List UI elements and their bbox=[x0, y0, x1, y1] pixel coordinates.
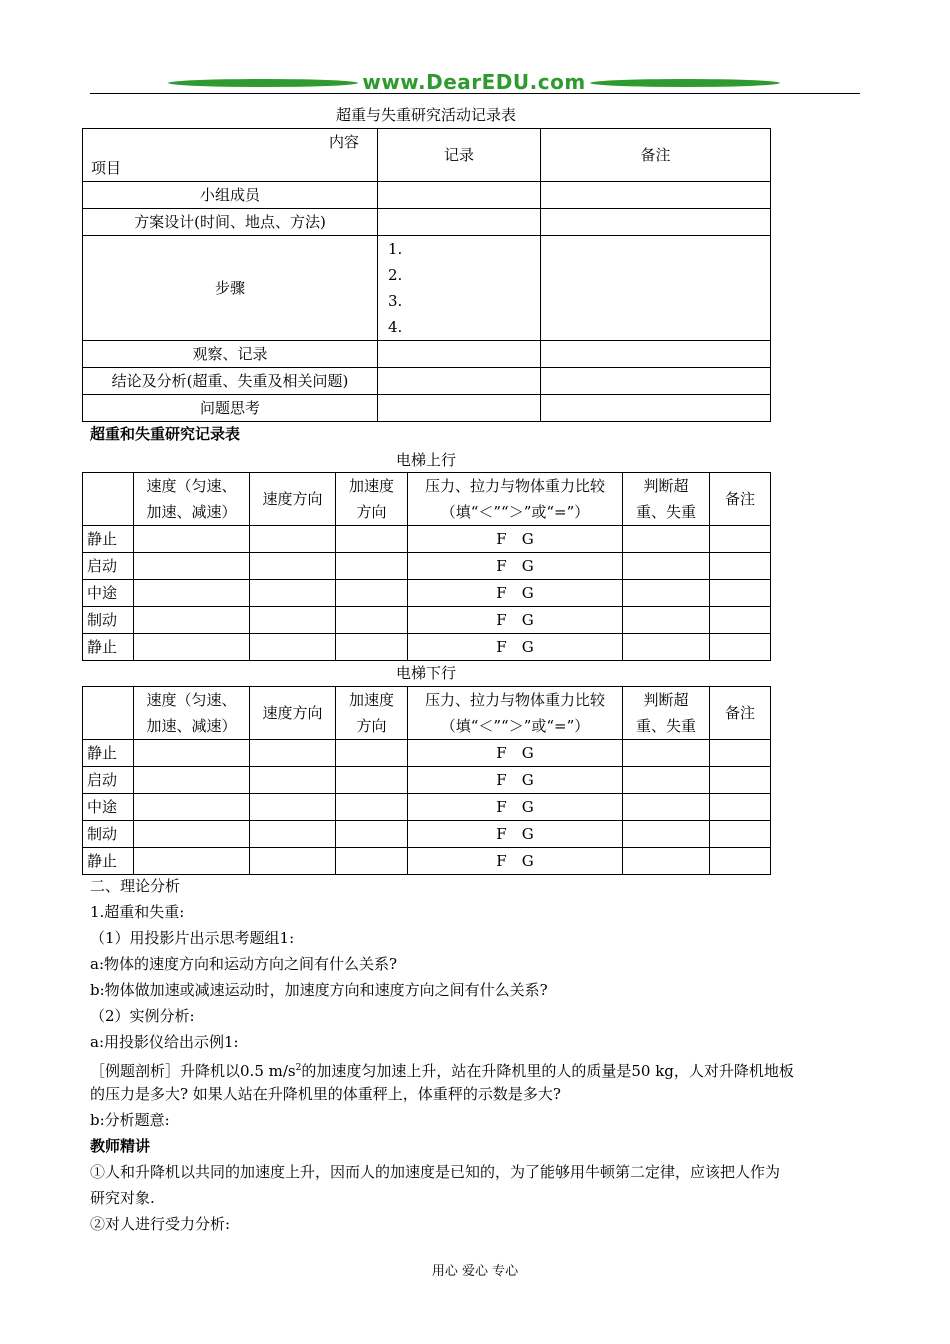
speed-type-header: 速度（匀速、 加速、减速） bbox=[134, 687, 250, 740]
logo-text: www.DearEDU.com bbox=[362, 70, 586, 94]
record-cell[interactable] bbox=[378, 341, 541, 368]
page-footer: 用心 爱心 专心 bbox=[431, 1264, 519, 1279]
para-example-intro: a:用投影仪给出示例1: bbox=[90, 1033, 239, 1051]
elevator-down-title: 电梯下行 bbox=[395, 664, 456, 682]
para-point-1: ①人和升降机以共同的加速度上升，因而人的加速度是已知的，为了能够用牛顿第二定律，应该把人作为 bbox=[90, 1163, 781, 1181]
step-item: 2. bbox=[388, 266, 403, 284]
section2-title: 超重和失重研究记录表 bbox=[90, 425, 241, 443]
step-item: 4. bbox=[388, 318, 403, 336]
input-cell[interactable] bbox=[134, 848, 250, 875]
input-cell[interactable] bbox=[250, 526, 336, 553]
input-cell[interactable] bbox=[710, 794, 771, 821]
col-record-header: 记录 bbox=[378, 129, 541, 182]
header-rule bbox=[90, 93, 860, 94]
force-compare-header: 压力、拉力与物体重力比较 （填“＜”“＞”或“=”） bbox=[408, 687, 623, 740]
input-cell[interactable] bbox=[623, 821, 710, 848]
note-cell[interactable] bbox=[541, 236, 771, 341]
header-content-label: 内容 bbox=[328, 133, 359, 151]
input-cell[interactable] bbox=[710, 740, 771, 767]
table1-title: 超重与失重研究活动记录表 bbox=[335, 106, 516, 124]
note-header: 备注 bbox=[710, 473, 771, 526]
para-example-analysis: （2）实例分析: bbox=[90, 1007, 195, 1025]
state-label: 静止 bbox=[83, 848, 134, 875]
steps-cell[interactable] bbox=[378, 236, 541, 341]
input-cell[interactable] bbox=[134, 553, 250, 580]
fg-cell[interactable]: F G bbox=[408, 553, 623, 580]
input-cell[interactable] bbox=[623, 848, 710, 875]
input-cell[interactable] bbox=[250, 794, 336, 821]
input-cell[interactable] bbox=[250, 767, 336, 794]
input-cell[interactable] bbox=[134, 794, 250, 821]
input-cell[interactable] bbox=[336, 553, 408, 580]
elevator-up-title: 电梯上行 bbox=[395, 451, 456, 469]
input-cell[interactable] bbox=[336, 740, 408, 767]
input-cell[interactable] bbox=[250, 607, 336, 634]
input-cell[interactable] bbox=[336, 794, 408, 821]
para-point-2: ②对人进行受力分析: bbox=[90, 1215, 231, 1233]
input-cell[interactable] bbox=[623, 767, 710, 794]
acc-dir-header: 加速度 方向 bbox=[336, 687, 408, 740]
corner-cell bbox=[83, 687, 134, 740]
speed-type-header: 速度（匀速、 加速、减速） bbox=[134, 473, 250, 526]
input-cell[interactable] bbox=[134, 821, 250, 848]
fg-cell[interactable]: F G bbox=[408, 580, 623, 607]
state-label: 制动 bbox=[83, 607, 134, 634]
note-cell[interactable] bbox=[541, 182, 771, 209]
input-cell[interactable] bbox=[710, 821, 771, 848]
state-label: 中途 bbox=[83, 794, 134, 821]
state-label: 中途 bbox=[83, 580, 134, 607]
speed-dir-header: 速度方向 bbox=[250, 687, 336, 740]
fg-cell[interactable]: F G bbox=[408, 821, 623, 848]
judge-header: 判断超 重、失重 bbox=[623, 687, 710, 740]
input-cell[interactable] bbox=[336, 526, 408, 553]
judge-header: 判断超 重、失重 bbox=[623, 473, 710, 526]
fg-cell[interactable]: F G bbox=[408, 526, 623, 553]
input-cell[interactable] bbox=[336, 580, 408, 607]
state-label: 静止 bbox=[83, 526, 134, 553]
row-label: 方案设计(时间、地点、方法) bbox=[83, 209, 378, 236]
input-cell[interactable] bbox=[710, 767, 771, 794]
fg-cell[interactable]: F G bbox=[408, 794, 623, 821]
state-label: 制动 bbox=[83, 821, 134, 848]
row-label: 问题思考 bbox=[83, 395, 378, 422]
input-cell[interactable] bbox=[623, 580, 710, 607]
input-cell[interactable] bbox=[250, 553, 336, 580]
input-cell[interactable] bbox=[134, 634, 250, 661]
row-label: 观察、记录 bbox=[83, 341, 378, 368]
input-cell[interactable] bbox=[250, 848, 336, 875]
input-cell[interactable] bbox=[623, 634, 710, 661]
diagonal-header-cell bbox=[83, 129, 378, 182]
para-overweight: 1.超重和失重: bbox=[90, 903, 185, 921]
elevator-down-table bbox=[82, 686, 771, 875]
note-cell[interactable] bbox=[541, 209, 771, 236]
record-cell[interactable] bbox=[378, 395, 541, 422]
fg-cell[interactable]: F G bbox=[408, 740, 623, 767]
note-cell[interactable] bbox=[541, 395, 771, 422]
state-label: 静止 bbox=[83, 634, 134, 661]
input-cell[interactable] bbox=[134, 607, 250, 634]
record-cell[interactable] bbox=[378, 182, 541, 209]
para-question-b: b:物体做加速或减速运动时，加速度方向和速度方向之间有什么关系? bbox=[90, 981, 548, 999]
input-cell[interactable] bbox=[134, 767, 250, 794]
row-label: 结论及分析(超重、失重及相关问题) bbox=[83, 368, 378, 395]
state-label: 启动 bbox=[83, 553, 134, 580]
row-label: 小组成员 bbox=[83, 182, 378, 209]
input-cell[interactable] bbox=[710, 526, 771, 553]
note-cell[interactable] bbox=[541, 341, 771, 368]
input-cell[interactable] bbox=[336, 634, 408, 661]
record-cell[interactable] bbox=[378, 368, 541, 395]
activity-record-table bbox=[82, 128, 771, 422]
fg-cell[interactable]: F G bbox=[408, 634, 623, 661]
input-cell[interactable] bbox=[250, 740, 336, 767]
elevator-up-table bbox=[82, 472, 771, 661]
note-cell[interactable] bbox=[541, 368, 771, 395]
input-cell[interactable] bbox=[710, 607, 771, 634]
para-example-text: ［例题剖析］升降机以0.5 $m/s^2$的加速度匀加速上升，站在升降机里的人的质量是50 kg，人对升降机地板 bbox=[90, 1062, 794, 1080]
input-cell[interactable] bbox=[250, 821, 336, 848]
col-note-header: 备注 bbox=[541, 129, 771, 182]
input-cell[interactable] bbox=[710, 848, 771, 875]
force-compare-header: 压力、拉力与物体重力比较 （填“＜”“＞”或“=”） bbox=[408, 473, 623, 526]
input-cell[interactable] bbox=[336, 767, 408, 794]
fg-cell[interactable]: F G bbox=[408, 607, 623, 634]
header-item-label: 项目 bbox=[91, 159, 122, 177]
step-item: 3. bbox=[388, 292, 403, 310]
row-label: 步骤 bbox=[83, 236, 378, 341]
fg-cell[interactable]: F G bbox=[408, 767, 623, 794]
input-cell[interactable] bbox=[710, 553, 771, 580]
input-cell[interactable] bbox=[710, 634, 771, 661]
para-example-text-2: 的压力是多大? 如果人站在升降机里的体重秤上，体重秤的示数是多大? bbox=[90, 1085, 561, 1103]
input-cell[interactable] bbox=[623, 740, 710, 767]
para-analysis: b:分析题意: bbox=[90, 1111, 170, 1129]
para-theory-heading: 二、理论分析 bbox=[90, 877, 181, 895]
input-cell[interactable] bbox=[250, 634, 336, 661]
fg-cell[interactable]: F G bbox=[408, 848, 623, 875]
step-item: 1. bbox=[388, 240, 403, 258]
para-point-1-cont: 研究对象. bbox=[90, 1189, 155, 1207]
input-cell[interactable] bbox=[623, 794, 710, 821]
para-projection: （1）用投影片出示思考题组1: bbox=[90, 929, 295, 947]
input-cell[interactable] bbox=[623, 526, 710, 553]
note-header: 备注 bbox=[710, 687, 771, 740]
input-cell[interactable] bbox=[250, 580, 336, 607]
input-cell[interactable] bbox=[710, 580, 771, 607]
acc-dir-header: 加速度 方向 bbox=[336, 473, 408, 526]
input-cell[interactable] bbox=[336, 821, 408, 848]
input-cell[interactable] bbox=[336, 607, 408, 634]
para-question-a: a:物体的速度方向和运动方向之间有什么关系? bbox=[90, 955, 398, 973]
teacher-explanation-heading: 教师精讲 bbox=[90, 1137, 151, 1155]
state-label: 静止 bbox=[83, 740, 134, 767]
input-cell[interactable] bbox=[134, 580, 250, 607]
input-cell[interactable] bbox=[623, 553, 710, 580]
state-label: 启动 bbox=[83, 767, 134, 794]
input-cell[interactable] bbox=[336, 848, 408, 875]
input-cell[interactable] bbox=[134, 740, 250, 767]
corner-cell bbox=[83, 473, 134, 526]
input-cell[interactable] bbox=[623, 607, 710, 634]
record-cell[interactable] bbox=[378, 209, 541, 236]
input-cell[interactable] bbox=[134, 526, 250, 553]
speed-dir-header: 速度方向 bbox=[250, 473, 336, 526]
